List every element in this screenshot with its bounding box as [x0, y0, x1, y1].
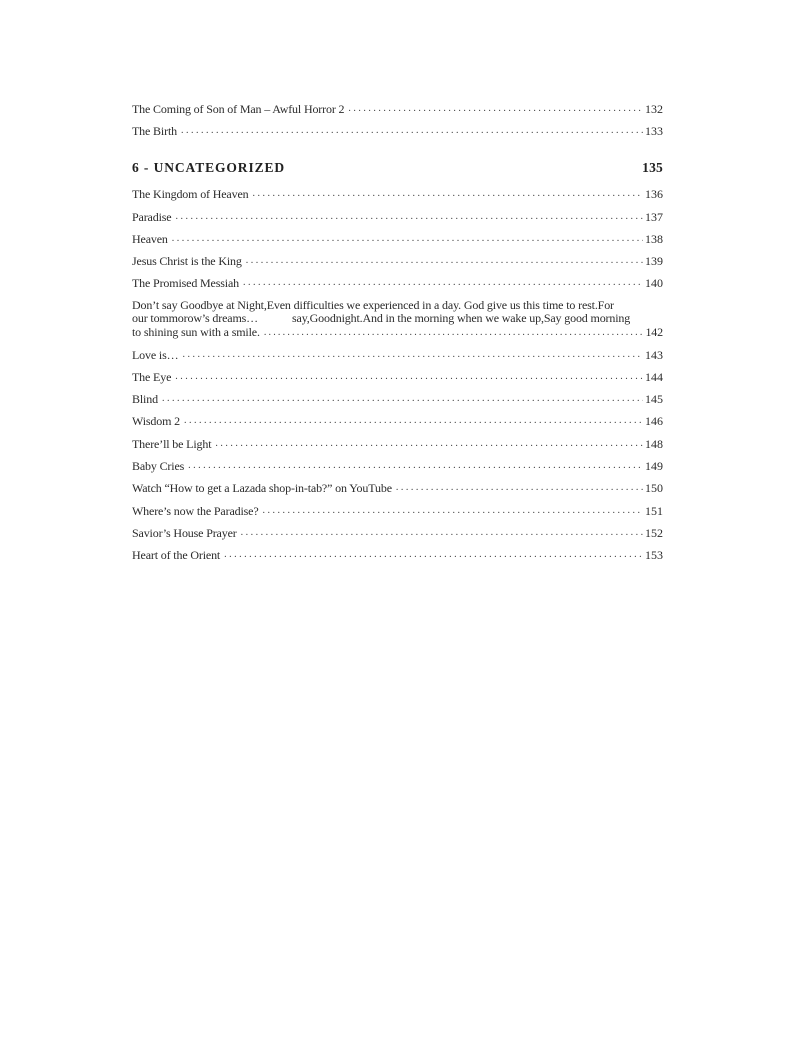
- toc-entry[interactable]: [132, 102, 663, 116]
- toc-entry-page: 148: [645, 436, 663, 451]
- toc-entry-title: The Coming of Son of Man – Awful Horror 2: [132, 102, 345, 116]
- toc-entry-title: Savior’s House Prayer: [132, 525, 237, 540]
- toc-entry[interactable]: [132, 370, 663, 384]
- toc-entry-page: 153: [645, 548, 663, 563]
- section-page: 135: [642, 160, 663, 176]
- toc-entry-page: 143: [645, 347, 663, 362]
- toc-entry[interactable]: [132, 437, 663, 451]
- toc-entry[interactable]: [132, 392, 663, 406]
- toc-entry-title: The Eye: [132, 369, 172, 384]
- toc-entry[interactable]: [132, 481, 663, 495]
- toc-entry-page: 149: [645, 459, 663, 474]
- toc-entry[interactable]: [132, 187, 663, 201]
- toc-entry[interactable]: [132, 459, 663, 473]
- toc-entry-title: There’ll be Light: [132, 436, 212, 451]
- dot-leader: [184, 414, 643, 428]
- toc-entry-text: our tommorow’s dreams…: [132, 311, 259, 326]
- toc-entry-line: Don’t say Goodbye at Night,Even difficulties we experienced in a day. God give us this time to rest.For: [132, 297, 614, 312]
- toc-entry-title: Jesus Christ is the King: [132, 254, 242, 269]
- toc-entry-page: 145: [645, 392, 663, 407]
- toc-entry-page: 138: [645, 231, 663, 246]
- dot-leader: [175, 370, 643, 384]
- dot-leader: [215, 437, 643, 451]
- dot-leader: [188, 459, 643, 473]
- toc-entry[interactable]: [132, 232, 663, 246]
- dot-leader: [396, 481, 643, 495]
- toc-entry-title: Heart of the Orient: [132, 548, 221, 563]
- toc-entry[interactable]: [132, 254, 663, 268]
- dot-leader: [243, 276, 643, 290]
- toc-entry[interactable]: [132, 526, 663, 540]
- toc-entry-page: 137: [645, 209, 663, 224]
- toc-entry-title: The Birth: [132, 124, 177, 139]
- toc-entry[interactable]: [132, 414, 663, 428]
- table-of-contents: [132, 102, 663, 571]
- toc-entry-long[interactable]: [132, 299, 663, 340]
- toc-entry[interactable]: [132, 276, 663, 290]
- toc-entry-title: to shining sun with a smile.: [132, 325, 260, 339]
- toc-entry-page: 151: [645, 503, 663, 518]
- dot-leader: [162, 392, 643, 406]
- dot-leader: [182, 348, 643, 362]
- section-heading[interactable]: [132, 160, 663, 176]
- toc-entry[interactable]: [132, 548, 663, 562]
- toc-entry-title: Where’s now the Paradise?: [132, 503, 259, 518]
- dot-leader: [264, 326, 644, 340]
- dot-leader: [246, 254, 643, 268]
- toc-entry-page: 139: [645, 254, 663, 269]
- dot-leader: [172, 232, 643, 246]
- toc-entry-title: Paradise: [132, 209, 172, 224]
- dot-leader: [175, 210, 643, 224]
- toc-entry-title: Watch “How to get a Lazada shop-in-tab?” on YouTube: [132, 481, 392, 496]
- toc-entry-page: 142: [645, 325, 663, 339]
- toc-entry-page: 136: [645, 187, 663, 202]
- dot-leader: [241, 526, 643, 540]
- toc-entry-line: [132, 312, 663, 326]
- toc-entry-page: 152: [645, 525, 663, 540]
- toc-entry[interactable]: [132, 210, 663, 224]
- toc-entry-title: Wisdom 2: [132, 414, 180, 429]
- toc-entry-page: 132: [645, 102, 663, 116]
- toc-entry-title: Blind: [132, 392, 158, 407]
- toc-entry-page: 150: [645, 481, 663, 496]
- toc-entry-page: 146: [645, 414, 663, 429]
- toc-entry-title: Heaven: [132, 231, 168, 246]
- toc-entry-title: Love is…: [132, 347, 179, 362]
- toc-entry[interactable]: [132, 124, 663, 138]
- section-title: 6 - UNCATEGORIZED: [132, 160, 286, 176]
- dot-leader: [263, 504, 643, 518]
- dot-leader: [224, 548, 643, 562]
- toc-entry-page: 140: [645, 276, 663, 291]
- toc-entry-title: The Promised Messiah: [132, 276, 239, 291]
- dot-leader: [252, 187, 643, 201]
- dot-leader: [181, 124, 643, 138]
- toc-entry-title: Baby Cries: [132, 459, 185, 474]
- toc-entry[interactable]: [132, 348, 663, 362]
- toc-entry-title: The Kingdom of Heaven: [132, 187, 249, 202]
- dot-leader: [348, 102, 643, 116]
- toc-entry-line: [132, 326, 663, 340]
- toc-entry-page: 133: [645, 124, 663, 139]
- toc-entry-text: say,Goodnight.And in the morning when we wake up,Say good morning: [292, 311, 631, 326]
- toc-entry-page: 144: [645, 369, 663, 384]
- toc-entry[interactable]: [132, 504, 663, 518]
